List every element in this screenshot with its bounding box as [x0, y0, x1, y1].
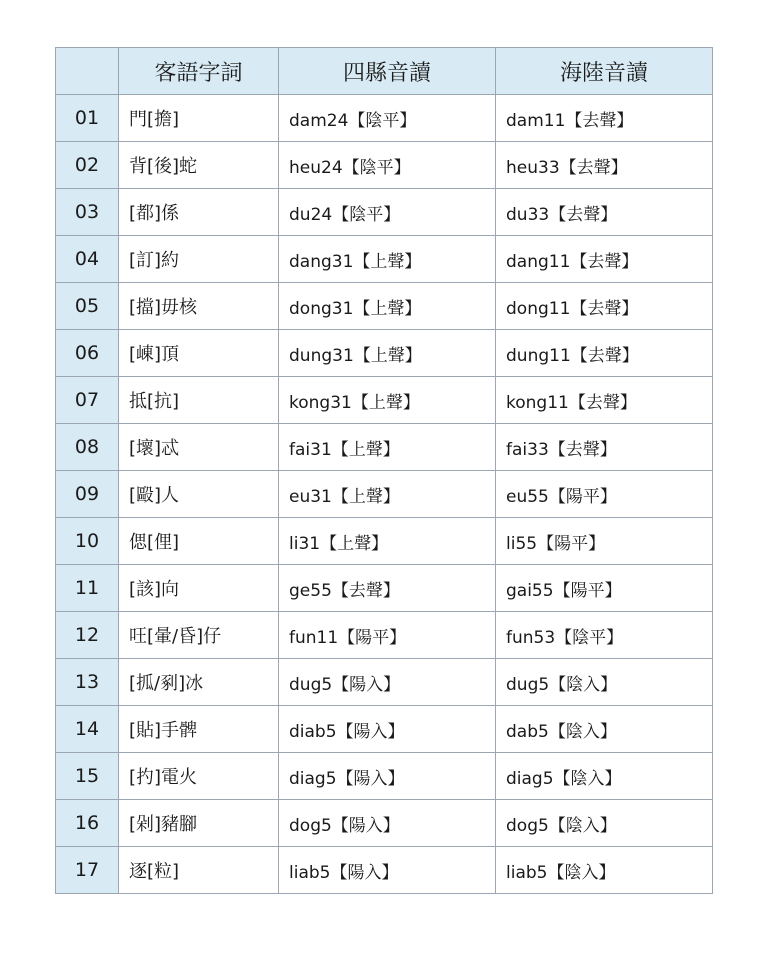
sixian-reading: fun11【陽平】 — [279, 612, 496, 659]
sixian-reading: liab5【陽入】 — [279, 847, 496, 894]
table-body — [56, 95, 713, 894]
table-row — [56, 659, 713, 706]
row-number: 11 — [56, 565, 119, 612]
row-number: 04 — [56, 236, 119, 283]
table-row — [56, 753, 713, 800]
hakka-word: 門[擔] — [119, 95, 279, 142]
hailu-reading: dang11【去聲】 — [496, 236, 713, 283]
sixian-reading: diag5【陽入】 — [279, 753, 496, 800]
hakka-word: 背[後]蛇 — [119, 142, 279, 189]
hailu-reading: heu33【去聲】 — [496, 142, 713, 189]
hakka-word: [訂]約 — [119, 236, 279, 283]
row-number: 13 — [56, 659, 119, 706]
hailu-reading: diag5【陰入】 — [496, 753, 713, 800]
hailu-reading: dug5【陰入】 — [496, 659, 713, 706]
row-number: 02 — [56, 142, 119, 189]
sixian-reading: eu31【上聲】 — [279, 471, 496, 518]
header-row — [56, 48, 713, 95]
hailu-reading: dog5【陰入】 — [496, 800, 713, 847]
hakka-word: [貼]手髀 — [119, 706, 279, 753]
sixian-reading: dug5【陽入】 — [279, 659, 496, 706]
hakka-word: [扚]電火 — [119, 753, 279, 800]
hakka-word: [都]係 — [119, 189, 279, 236]
sixian-reading: heu24【陰平】 — [279, 142, 496, 189]
hakka-word: [毆]人 — [119, 471, 279, 518]
table-row — [56, 189, 713, 236]
table-row — [56, 377, 713, 424]
row-number: 16 — [56, 800, 119, 847]
sixian-reading: fai31【上聲】 — [279, 424, 496, 471]
sixian-reading: dog5【陽入】 — [279, 800, 496, 847]
header-hakka-word: 客語字詞 — [119, 48, 279, 95]
hailu-reading: du33【去聲】 — [496, 189, 713, 236]
pronunciation-table — [55, 47, 713, 894]
row-number: 01 — [56, 95, 119, 142]
table-row — [56, 847, 713, 894]
sixian-reading: dong31【上聲】 — [279, 283, 496, 330]
header-hailu-reading: 海陸音讀 — [496, 48, 713, 95]
table-row — [56, 471, 713, 518]
hailu-reading: kong11【去聲】 — [496, 377, 713, 424]
hakka-word: [壞]忒 — [119, 424, 279, 471]
header-sixian-reading: 四縣音讀 — [279, 48, 496, 95]
table-row — [56, 424, 713, 471]
hakka-word: 偲[俚] — [119, 518, 279, 565]
hakka-word: 㕵[暈/昏]仔 — [119, 612, 279, 659]
sixian-reading: diab5【陽入】 — [279, 706, 496, 753]
table-row — [56, 612, 713, 659]
sixian-reading: du24【陰平】 — [279, 189, 496, 236]
hailu-reading: fun53【陰平】 — [496, 612, 713, 659]
hailu-reading: dab5【陰入】 — [496, 706, 713, 753]
table-row — [56, 706, 713, 753]
table-row — [56, 518, 713, 565]
sixian-reading: li31【上聲】 — [279, 518, 496, 565]
hakka-word: 逐[粒] — [119, 847, 279, 894]
sixian-reading: kong31【上聲】 — [279, 377, 496, 424]
hailu-reading: fai33【去聲】 — [496, 424, 713, 471]
row-number: 09 — [56, 471, 119, 518]
hailu-reading: dung11【去聲】 — [496, 330, 713, 377]
row-number: 17 — [56, 847, 119, 894]
hakka-word: [剁]豬腳 — [119, 800, 279, 847]
row-number: 08 — [56, 424, 119, 471]
table-row — [56, 283, 713, 330]
table-row — [56, 142, 713, 189]
table-row — [56, 236, 713, 283]
row-number: 10 — [56, 518, 119, 565]
hailu-reading: li55【陽平】 — [496, 518, 713, 565]
hakka-word: [崠]頂 — [119, 330, 279, 377]
hailu-reading: liab5【陰入】 — [496, 847, 713, 894]
hailu-reading: dong11【去聲】 — [496, 283, 713, 330]
row-number: 03 — [56, 189, 119, 236]
hakka-word: [該]向 — [119, 565, 279, 612]
row-number: 14 — [56, 706, 119, 753]
row-number: 05 — [56, 283, 119, 330]
table-row — [56, 565, 713, 612]
hailu-reading: dam11【去聲】 — [496, 95, 713, 142]
table-row — [56, 330, 713, 377]
header-number — [56, 48, 119, 95]
row-number: 15 — [56, 753, 119, 800]
table-row — [56, 95, 713, 142]
row-number: 12 — [56, 612, 119, 659]
sixian-reading: ge55【去聲】 — [279, 565, 496, 612]
sixian-reading: dang31【上聲】 — [279, 236, 496, 283]
row-number: 06 — [56, 330, 119, 377]
hakka-word: [㧓/剢]冰 — [119, 659, 279, 706]
hailu-reading: gai55【陽平】 — [496, 565, 713, 612]
hailu-reading: eu55【陽平】 — [496, 471, 713, 518]
row-number: 07 — [56, 377, 119, 424]
hakka-word: [擋]毋核 — [119, 283, 279, 330]
table-row — [56, 800, 713, 847]
hakka-word: 抵[抗] — [119, 377, 279, 424]
sixian-reading: dung31【上聲】 — [279, 330, 496, 377]
sixian-reading: dam24【陰平】 — [279, 95, 496, 142]
